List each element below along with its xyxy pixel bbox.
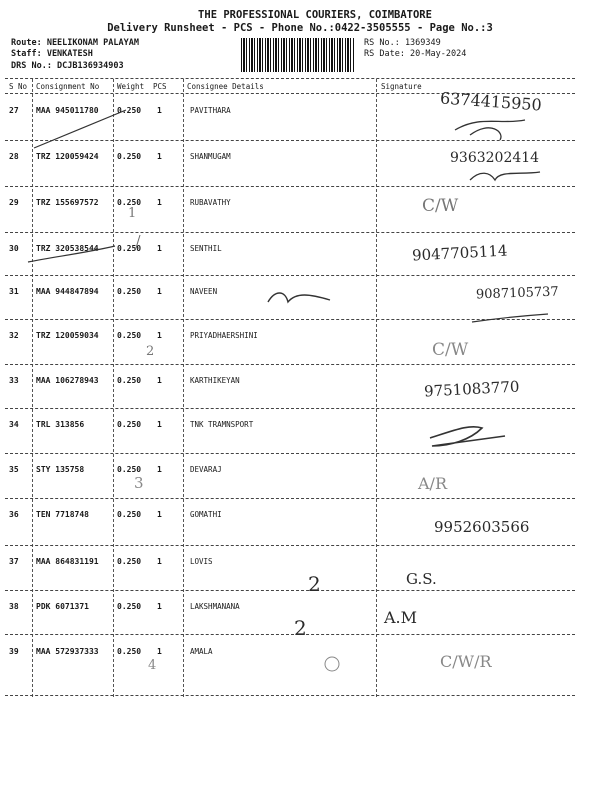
table-row [0, 321, 600, 365]
row-sno: 33 [9, 376, 19, 385]
staff-label: Staff: VENKATESH [11, 49, 93, 59]
row-consignment: TEN 7718748 [36, 510, 89, 519]
handwritten-count: 3 [134, 474, 144, 492]
signature-handwriting: 9751083770 [423, 377, 520, 401]
row-pcs: 1 [157, 510, 162, 519]
table-row [0, 234, 600, 278]
handwritten-count: 1 [128, 206, 137, 221]
route-label: Route: NEELIKONAM PALAYAM [11, 38, 139, 48]
row-consignee: SENTHIL [190, 244, 222, 253]
row-sno: 39 [9, 647, 19, 656]
row-sno: 32 [9, 331, 19, 340]
table-row [0, 637, 600, 681]
row-weight: 0.250 [117, 244, 142, 253]
column-header-pcs: PCS [153, 82, 167, 91]
row-divider [5, 364, 575, 365]
row-divider [5, 408, 575, 409]
row-consignment: TRZ 120059034 [36, 331, 99, 340]
signature-handwriting: 6374415950 [439, 88, 543, 115]
row-sno: 37 [9, 557, 19, 566]
row-divider [5, 232, 575, 233]
row-pcs: 1 [157, 647, 162, 656]
row-consignee: SHANMUGAM [190, 152, 231, 161]
signature-handwriting: 9047705114 [411, 241, 508, 265]
row-weight: 0.250 [117, 106, 142, 115]
row-consignment: TRZ 120059424 [36, 152, 99, 161]
column-header-consignee: Consignee Details [187, 82, 264, 91]
row-consignment: MAA 944847894 [36, 287, 99, 296]
handwritten-count: 4 [148, 658, 157, 673]
row-consignment: TRZ 320538544 [36, 244, 99, 253]
signature-handwriting: C/W/R [440, 652, 492, 671]
row-consignment: MAA 945011780 [36, 106, 99, 115]
row-pcs: 1 [157, 331, 162, 340]
row-divider [5, 545, 575, 546]
row-sno: 34 [9, 420, 19, 429]
row-weight: 0.250 [117, 465, 142, 474]
row-pcs: 1 [157, 198, 162, 207]
signature-handwriting: A.M [384, 608, 418, 627]
row-consignee: LOVIS [190, 557, 213, 566]
row-consignee: AMALA [190, 647, 213, 656]
row-consignee: KARTHIKEYAN [190, 376, 240, 385]
row-divider [5, 186, 575, 187]
row-consignment: MAA 106278943 [36, 376, 99, 385]
row-sno: 31 [9, 287, 19, 296]
signature-handwriting: 9363202414 [450, 150, 540, 166]
row-sno: 28 [9, 152, 19, 161]
row-consignment: PDK 6071371 [36, 602, 89, 611]
row-weight: 0.250 [117, 510, 142, 519]
row-pcs: 1 [157, 287, 162, 296]
document-subtitle: Delivery Runsheet - PCS - Phone No.:0422-3505555 - Page No.:3 [107, 22, 493, 34]
row-sno: 30 [9, 244, 19, 253]
row-pcs: 1 [157, 465, 162, 474]
row-weight: 0.250 [117, 331, 142, 340]
row-consignment: TRZ 155697572 [36, 198, 99, 207]
row-pcs: 1 [157, 420, 162, 429]
row-sno: 29 [9, 198, 19, 207]
signature-handwriting: C/W [432, 340, 469, 360]
row-consignee: LAKSHMANANA [190, 602, 240, 611]
row-consignee: PAVITHARA [190, 106, 231, 115]
row-consignment: STY 135758 [36, 465, 85, 474]
row-divider [5, 453, 575, 454]
column-header-consignment: Consignment No [36, 82, 100, 91]
row-consignee: DEVARAJ [190, 465, 222, 474]
column-header-signature: Signature [381, 82, 422, 91]
barcode-image [241, 38, 355, 72]
row-sno: 35 [9, 465, 19, 474]
row-sno: 27 [9, 106, 19, 115]
rs-date: RS Date: 20-May-2024 [364, 49, 467, 59]
signature-handwriting: 9087105737 [475, 284, 559, 303]
row-consignee: GOMATHI [190, 510, 222, 519]
column-header-weight: Weight [117, 82, 145, 91]
table-row [0, 455, 600, 499]
row-weight: 0.250 [117, 602, 142, 611]
row-weight: 0.250 [117, 198, 142, 207]
drs-number: DRS No.: DCJB136934903 [11, 61, 124, 71]
row-consignment: MAA 572937333 [36, 647, 99, 656]
row-weight: 0.250 [117, 647, 142, 656]
row-pcs: 1 [157, 376, 162, 385]
row-weight: 0.250 [117, 287, 142, 296]
row-divider [5, 275, 575, 276]
table-row [0, 188, 600, 232]
signature-handwriting: 9952603566 [434, 518, 530, 536]
table-bottom-border [5, 695, 575, 696]
row-weight: 0.250 [117, 376, 142, 385]
row-pcs: 1 [157, 557, 162, 566]
row-consignee: TNK TRAMNSPORT [190, 420, 254, 429]
handwritten-count: 2 [294, 616, 307, 640]
signature-handwriting: G.S. [406, 570, 437, 588]
row-consignment: TRL 313856 [36, 420, 85, 429]
row-pcs: 1 [157, 106, 162, 115]
row-pcs: 1 [157, 152, 162, 161]
row-sno: 38 [9, 602, 19, 611]
document-title: THE PROFESSIONAL COURIERS, COIMBATORE [198, 9, 432, 21]
row-consignee: NAVEEN [190, 287, 218, 296]
row-weight: 0.250 [117, 557, 142, 566]
table-row [0, 547, 600, 591]
row-weight: 0.250 [117, 420, 142, 429]
row-divider [5, 498, 575, 499]
row-divider [5, 634, 575, 635]
signature-handwriting: C/W [422, 196, 459, 216]
row-divider [5, 140, 575, 141]
table-top-border [5, 78, 575, 79]
row-weight: 0.250 [117, 152, 142, 161]
table-row [0, 410, 600, 454]
row-pcs: 1 [157, 602, 162, 611]
row-sno: 36 [9, 510, 19, 519]
row-pcs: 1 [157, 244, 162, 253]
column-header-sno: S No [9, 82, 28, 91]
signature-handwriting: A/R [418, 474, 447, 493]
row-consignment: MAA 864831191 [36, 557, 99, 566]
row-divider [5, 590, 575, 591]
row-consignee: PRIYADHAERSHINI [190, 331, 258, 340]
row-consignee: RUBAVATHY [190, 198, 231, 207]
row-divider [5, 319, 575, 320]
handwritten-count: 2 [146, 344, 155, 359]
rs-number: RS No.: 1369349 [364, 38, 441, 48]
handwritten-count: 2 [308, 572, 321, 596]
